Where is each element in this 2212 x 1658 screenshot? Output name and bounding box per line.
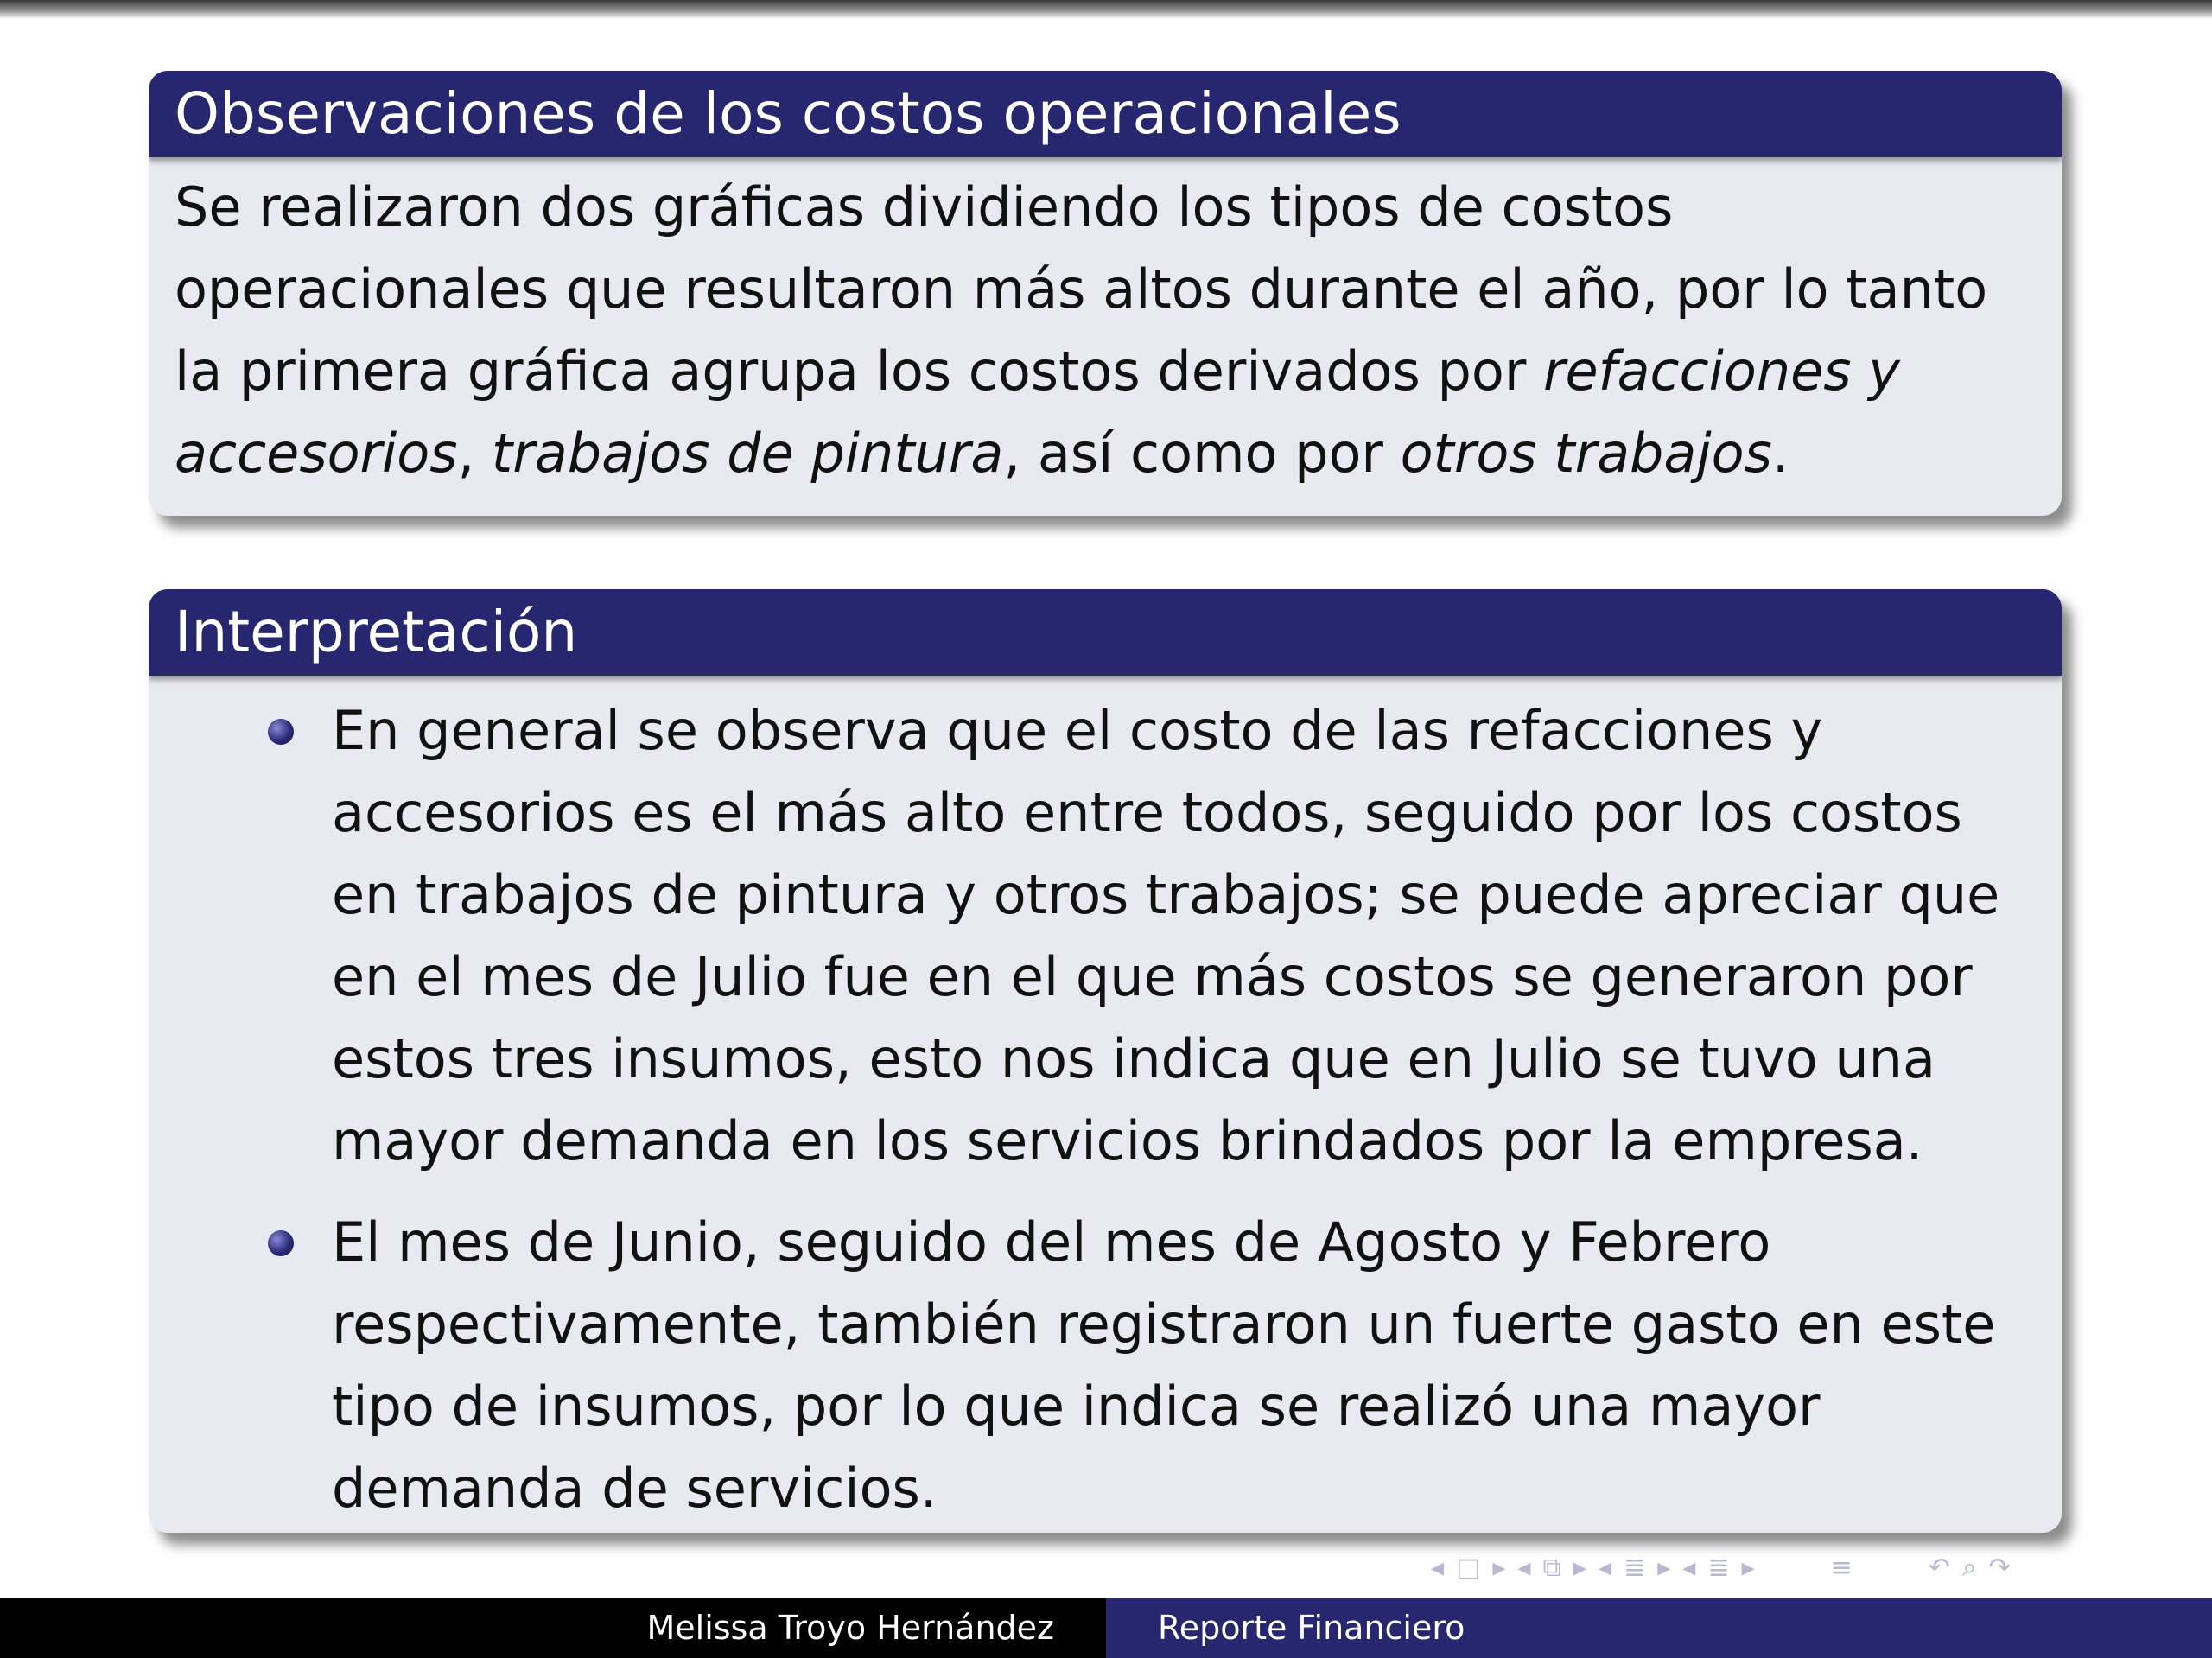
- footer: [0, 1598, 2212, 1658]
- nav-section-icon[interactable]: ≣: [1624, 1552, 1646, 1583]
- observations-emphasis: otros trabajos: [1400, 422, 1772, 485]
- footer-author: Melissa Troyo Hernández: [0, 1598, 1106, 1658]
- bullet-line: estos tres insumos, esto nos indica que en Julio se tuvo una: [332, 1027, 1936, 1090]
- observations-block: [149, 71, 2062, 516]
- bullet-line: En general se observa que el costo de las refacciones y: [332, 699, 1823, 762]
- nav-back-icon[interactable]: ↶: [1928, 1552, 1950, 1583]
- nav-next-section-icon[interactable]: ▸: [1657, 1552, 1671, 1583]
- interpretation-body: [149, 676, 2062, 1529]
- bullet-line: demanda de servicios.: [332, 1457, 938, 1520]
- bullet-item: [175, 1201, 2036, 1529]
- bullet-line: en trabajos de pintura y otros trabajos; se puede apreciar que: [332, 863, 2000, 926]
- observations-line: [175, 412, 2036, 494]
- bullet-line: en el mes de Julio fue en el que más costos se generaron por: [332, 945, 1973, 1008]
- nav-prev-subsection-icon[interactable]: ◂: [1517, 1552, 1531, 1583]
- nav-next-frame-icon[interactable]: ▸: [1492, 1552, 1506, 1583]
- observations-body: [149, 157, 2062, 494]
- observations-line: operacionales que resultaron más altos durante el año, por lo tanto: [175, 257, 1988, 321]
- observations-text: , así como por: [1003, 422, 1401, 485]
- observations-title: Observaciones de los costos operacionales: [149, 71, 2062, 157]
- nav-align-icon[interactable]: ≡: [1830, 1552, 1853, 1583]
- nav-prev-section-icon[interactable]: ◂: [1599, 1552, 1612, 1583]
- observations-text: ,: [457, 422, 492, 485]
- bullet-line: accesorios es el más alto entre todos, seguido por los costos: [332, 781, 1962, 844]
- nav-prev-part-icon[interactable]: ◂: [1682, 1552, 1696, 1583]
- bullet-line: tipo de insumos, por lo que indica se realizó una mayor: [332, 1375, 1821, 1438]
- bullet-item: [175, 689, 2036, 1182]
- bullet-icon: [268, 719, 294, 745]
- bullet-icon: [268, 1230, 294, 1256]
- nav-next-subsection-icon[interactable]: ▸: [1573, 1552, 1587, 1583]
- nav-frame-icon[interactable]: □: [1456, 1552, 1481, 1583]
- observations-emphasis: refacciones y: [1543, 340, 1900, 403]
- observations-line: Se realizaron dos gráficas dividiendo los tipos de costos: [175, 175, 1674, 238]
- bullet-line: El mes de Junio, seguido del mes de Agosto y Febrero: [332, 1210, 1771, 1274]
- observations-emphasis: accesorios: [175, 422, 458, 485]
- nav-next-part-icon[interactable]: ▸: [1741, 1552, 1755, 1583]
- bullet-line: mayor demanda en los servicios brindados por la empresa.: [332, 1109, 1923, 1172]
- bullet-list: [175, 689, 2036, 1529]
- top-border: [0, 0, 2212, 19]
- interpretation-title: Interpretación: [149, 589, 2062, 676]
- interpretation-block: [149, 589, 2062, 1533]
- observations-text: .: [1771, 422, 1789, 485]
- bullet-line: respectivamente, también registraron un fuerte gasto en este: [332, 1293, 1996, 1356]
- nav-subsection-icon[interactable]: ⧉: [1542, 1552, 1561, 1583]
- footer-title: Reporte Financiero: [1106, 1598, 2212, 1658]
- navigation-bar: [1431, 1550, 2011, 1585]
- nav-search-icon[interactable]: ⌕: [1961, 1552, 1977, 1583]
- nav-forward-icon[interactable]: ↷: [1988, 1552, 2011, 1583]
- observations-text: la primera gráfica agrupa los costos derivados por: [175, 340, 1544, 403]
- nav-prev-frame-icon[interactable]: ◂: [1431, 1552, 1445, 1583]
- observations-emphasis: trabajos de pintura: [491, 422, 1004, 485]
- observations-line: [175, 330, 2036, 412]
- nav-part-icon[interactable]: ≣: [1707, 1552, 1730, 1583]
